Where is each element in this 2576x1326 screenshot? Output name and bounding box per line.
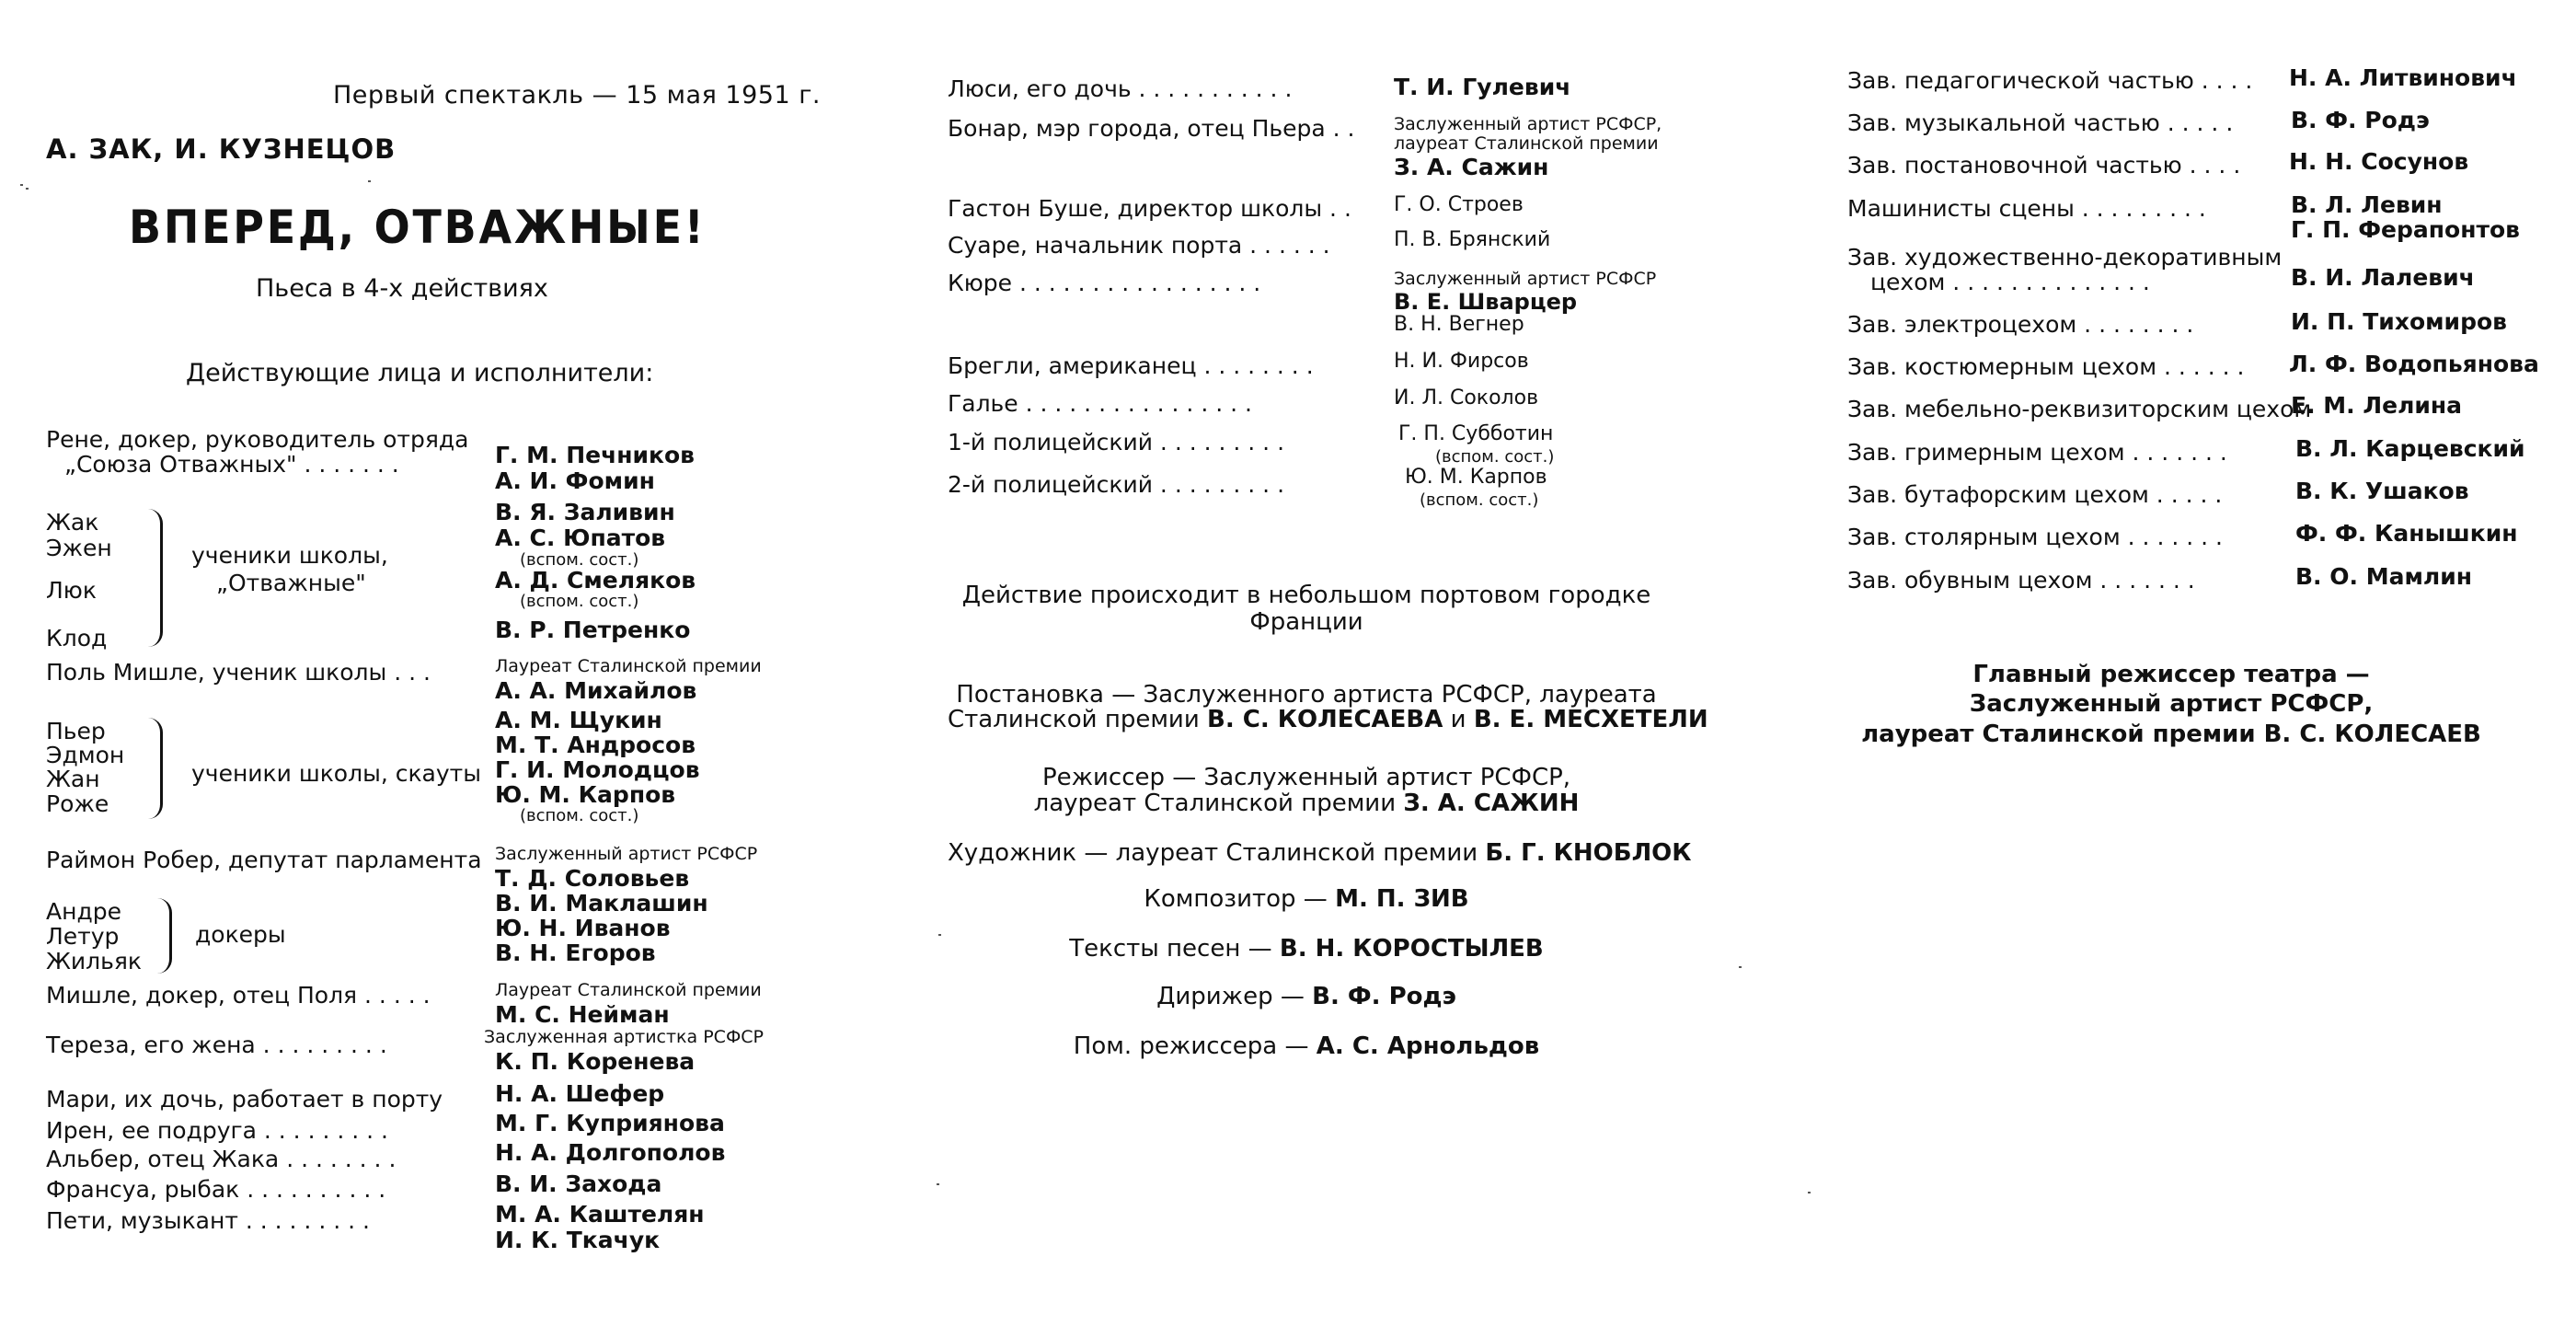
note-police2: (вспом. сост.)	[1420, 490, 1539, 510]
actor-police1: Г. П. Субботин	[1398, 422, 1554, 445]
role-letur: Летур	[46, 923, 120, 950]
director-kolesaev: В. С. КОЛЕСАЕВА	[1207, 706, 1443, 733]
staff-name-carpentry: Ф. Ф. Канышкин	[2295, 520, 2518, 547]
staff-role-costume: Зав. костюмерным цехом . . . . . .	[1847, 353, 2245, 380]
staff-name-pedagogical: Н. А. Литвинович	[2289, 64, 2517, 91]
staff-name-electric: И. П. Тихомиров	[2291, 308, 2507, 335]
role-rene-line2: „Союза Отважных" . . . . . . .	[64, 451, 399, 478]
role-michle: Мишле, докер, отец Поля . . . . .	[46, 982, 431, 1009]
note-rozhe: (вспом. сост.)	[520, 806, 639, 825]
staff-role-machinists: Машинисты сцены . . . . . . . . .	[1847, 195, 2206, 222]
setting-line-2: Франции	[1249, 608, 1363, 636]
actor-rene-1: Г. М. Печников	[495, 442, 696, 468]
production-and: и	[1443, 706, 1474, 733]
note-police1: (вспом. сост.)	[1435, 447, 1555, 467]
role-zhan: Жан	[46, 766, 100, 792]
role-bonar: Бонар, мэр города, отец Пьера . .	[948, 115, 1355, 142]
brace-group3	[156, 898, 172, 974]
role-zhilyak: Жильяк	[46, 948, 143, 974]
actor-pol: А. А. Михайлов	[495, 677, 697, 704]
setting-line-1: Действие происходит в небольшом портовом городке	[961, 582, 1651, 609]
title-raimon: Заслуженный артист РСФСР	[495, 844, 758, 864]
role-police2: 2-й полицейский . . . . . . . . .	[948, 471, 1285, 498]
print-speck	[1739, 966, 1742, 968]
role-mari: Мари, их дочь, работает в порту	[46, 1086, 443, 1113]
lyrics-label: Тексты песен —	[1069, 935, 1280, 963]
staff-name-makeup: В. Л. Карцевский	[2295, 435, 2525, 462]
actor-bregli: Н. И. Фирсов	[1394, 350, 1529, 373]
group1-desc-2: „Отважные"	[216, 570, 366, 596]
actor-peti-1: М. А. Каштелян	[495, 1201, 705, 1228]
director-line-2	[948, 790, 1665, 817]
role-raimon: Раймон Робер, депутат парламента	[46, 847, 482, 873]
role-bregli: Брегли, американец . . . . . . . .	[948, 352, 1314, 379]
actor-fransua: В. И. Захода	[495, 1170, 662, 1197]
artist-label: Художник — лауреат Сталинской премии	[948, 839, 1486, 867]
staff-name-props: В. К. Ушаков	[2295, 478, 2469, 504]
actor-lyuk: А. Д. Смеляков	[495, 567, 696, 594]
actor-ezhen: А. С. Юпатов	[495, 525, 666, 551]
actor-zhilyak: В. Н. Егоров	[495, 940, 656, 966]
staff-name-props-furniture: Е. М. Лелина	[2291, 392, 2463, 419]
staff-role-pedagogical: Зав. педагогической частью . . . .	[1847, 67, 2253, 94]
staff-role-staging: Зав. постановочной частью . . . .	[1847, 152, 2241, 179]
role-lyuk: Люк	[46, 577, 97, 604]
role-fransua: Франсуа, рыбак . . . . . . . . . .	[46, 1176, 386, 1203]
role-gale: Галье . . . . . . . . . . . . . . . .	[948, 390, 1252, 417]
role-tereza: Тереза, его жена . . . . . . . . .	[46, 1032, 387, 1058]
cast-heading: Действующие лица и исполнители:	[186, 359, 654, 387]
staff-role-props: Зав. бутафорским цехом . . . . .	[1847, 481, 2223, 508]
actor-tereza: К. П. Коренева	[495, 1048, 696, 1075]
actor-lusi: Т. И. Гулевич	[1394, 74, 1571, 100]
actor-rozhe: Ю. М. Карпов	[495, 781, 676, 808]
group1-desc-1: ученики школы,	[191, 542, 388, 569]
staff-role-decor: Зав. художественно-декоративным	[1847, 244, 2283, 271]
chief-director-line-1: Главный режиссер театра —	[1972, 661, 2370, 688]
actor-edmon: М. Т. Андросов	[495, 732, 696, 758]
actor-zhan: Г. И. Молодцов	[495, 756, 700, 783]
actor-rene-2: А. И. Фомин	[495, 467, 655, 494]
actor-andre: В. И. Маклашин	[495, 890, 708, 917]
role-klod: Клод	[46, 625, 108, 651]
staff-role-props-furniture: Зав. мебельно-реквизиторским цехом	[1847, 396, 2312, 422]
role-lusi: Люси, его дочь . . . . . . . . . . .	[948, 75, 1293, 102]
print-speck	[1808, 1192, 1811, 1193]
title-tereza: Заслуженная артистка РСФСР	[484, 1027, 765, 1047]
actor-suare: П. В. Брянский	[1394, 228, 1551, 251]
conductor-label: Дирижер —	[1156, 983, 1313, 1010]
lyrics-line	[948, 935, 1665, 963]
production-line-1: Постановка — Заслуженного артиста РСФСР, лауреата	[956, 681, 1657, 709]
conductor-line	[948, 983, 1665, 1010]
role-andre: Андре	[46, 898, 121, 925]
artist-knoblok: Б. Г. КНОБЛОК	[1485, 839, 1692, 867]
conductor-rode: В. Ф. Родэ	[1312, 983, 1456, 1010]
premiere-date: Первый спектакль — 15 мая 1951 г.	[333, 81, 821, 110]
title-bonar-1: Заслуженный артист РСФСР,	[1394, 114, 1662, 134]
role-iren: Ирен, ее подруга . . . . . . . . .	[46, 1117, 388, 1144]
artist-line	[948, 839, 1692, 867]
actor-bonar: З. А. Сажин	[1394, 154, 1549, 180]
director-label: лауреат Сталинской премии	[1033, 790, 1404, 817]
role-rozhe: Роже	[46, 790, 109, 817]
role-zhak: Жак	[46, 509, 99, 536]
authors: А. ЗАК, И. КУЗНЕЦОВ	[46, 133, 397, 165]
director-meskheteli: В. Е. МЕСХЕТЕЛИ	[1473, 706, 1708, 733]
staff-name-machinists-2: Г. П. Ферапонтов	[2291, 216, 2520, 243]
play-title: ВПЕРЕД, ОТВАЖНЫЕ!	[129, 201, 707, 254]
composer-label: Композитор —	[1144, 885, 1336, 913]
title-michle: Лауреат Сталинской премии	[495, 980, 762, 1000]
assistant-label: Пом. режиссера —	[1073, 1032, 1317, 1060]
staff-name-staging: Н. Н. Сосунов	[2289, 148, 2469, 175]
note-lyuk: (вспом. сост.)	[520, 592, 639, 611]
actor-letur: Ю. Н. Иванов	[495, 915, 671, 941]
role-kure: Кюре . . . . . . . . . . . . . . . . .	[948, 270, 1261, 296]
director-line-1: Режиссер — Заслуженный артист РСФСР,	[1041, 764, 1571, 791]
role-suare: Суаре, начальник порта . . . . . .	[948, 232, 1330, 259]
title-kure: Заслуженный артист РСФСР	[1394, 269, 1657, 289]
actor-kure-2: В. Н. Вегнер	[1394, 313, 1524, 336]
composer-line	[948, 885, 1665, 913]
actor-raimon: Т. Д. Соловьев	[495, 865, 690, 892]
actor-zhak: В. Я. Заливин	[495, 499, 675, 525]
staff-name-music: В. Ф. Родэ	[2291, 107, 2430, 133]
play-subtitle: Пьеса в 4-х действиях	[256, 274, 548, 303]
role-pier: Пьер	[46, 718, 106, 744]
role-rene-line1: Рене, докер, руководитель отряда	[46, 426, 469, 453]
staff-role-carpentry: Зав. столярным цехом . . . . . . .	[1847, 524, 2223, 550]
actor-pier: А. М. Щукин	[495, 707, 662, 733]
print-speck	[937, 1183, 939, 1185]
title-bonar-2: лауреат Сталинской премии	[1394, 133, 1659, 154]
brace-group1	[147, 509, 163, 647]
print-speck	[20, 184, 23, 186]
staff-role-shoes: Зав. обувным цехом . . . . . . .	[1847, 567, 2195, 594]
actor-iren: М. Г. Куприянова	[495, 1110, 725, 1136]
role-edmon: Эдмон	[46, 742, 125, 768]
print-speck	[26, 188, 29, 190]
actor-mari: Н. А. Шефер	[495, 1080, 665, 1107]
production-line-2	[948, 706, 1708, 733]
actor-gale: И. Л. Соколов	[1394, 386, 1539, 409]
role-ezhen: Эжен	[46, 535, 112, 561]
actor-gaston: Г. О. Строев	[1394, 193, 1524, 216]
group2-desc: ученики школы, скауты	[191, 760, 481, 787]
assistant-arnoldov: А. С. Арнольдов	[1316, 1032, 1540, 1060]
chief-director-line-2: Заслуженный артист РСФСР,	[1969, 690, 2374, 718]
composer-ziv: М. П. ЗИВ	[1335, 885, 1469, 913]
role-gaston: Гастон Буше, директор школы . .	[948, 195, 1351, 222]
staff-role-decor-2: цехом . . . . . . . . . . . . . .	[1870, 269, 2150, 295]
role-pol: Поль Мишле, ученик школы . . .	[46, 659, 431, 686]
role-alber: Альбер, отец Жака . . . . . . . .	[46, 1146, 397, 1172]
lyrics-korostylev: В. Н. КОРОСТЫЛЕВ	[1279, 935, 1544, 963]
actor-michle: М. С. Нейман	[495, 1001, 670, 1028]
role-police1: 1-й полицейский . . . . . . . . .	[948, 429, 1285, 455]
staff-role-electric: Зав. электроцехом . . . . . . . .	[1847, 311, 2194, 338]
print-speck	[368, 180, 371, 182]
actor-alber: Н. А. Долгополов	[495, 1139, 726, 1166]
staff-name-machinists-1: В. Л. Левин	[2291, 191, 2443, 218]
note-ezhen: (вспом. сост.)	[520, 550, 639, 570]
assistant-line	[948, 1032, 1665, 1060]
brace-group2	[147, 718, 163, 819]
title-pol: Лауреат Сталинской премии	[495, 656, 762, 676]
actor-kure-1: В. Е. Шварцер	[1394, 289, 1578, 315]
staff-role-makeup: Зав. гримерным цехом . . . . . . .	[1847, 439, 2227, 466]
staff-name-costume: Л. Ф. Водопьянова	[2289, 351, 2539, 377]
print-speck	[938, 934, 941, 936]
staff-name-shoes: В. О. Мамлин	[2295, 563, 2472, 590]
actor-police2: Ю. М. Карпов	[1405, 466, 1547, 489]
actor-peti-2: И. К. Ткачук	[495, 1227, 661, 1253]
actor-klod: В. Р. Петренко	[495, 617, 691, 643]
director-sazhin: З. А. САЖИН	[1403, 790, 1580, 817]
group3-desc: докеры	[195, 921, 286, 948]
staff-name-decor: В. И. Лалевич	[2291, 264, 2475, 291]
production-label: Сталинской премии	[948, 706, 1207, 733]
chief-director-line-3: лауреат Сталинской премии В. С. КОЛЕСАЕВ	[1861, 721, 2481, 748]
role-peti: Пети, музыкант . . . . . . . . .	[46, 1207, 370, 1234]
staff-role-music: Зав. музыкальной частью . . . . .	[1847, 110, 2234, 136]
